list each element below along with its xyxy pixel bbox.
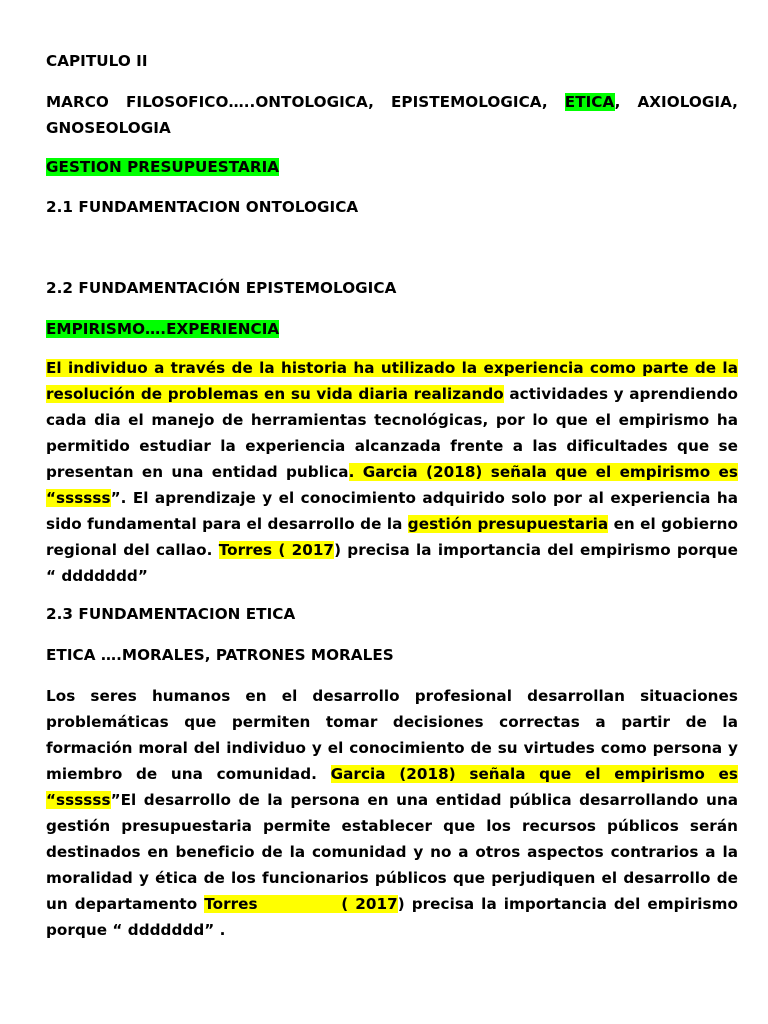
paragraph-epistemologica	[46, 355, 738, 589]
para1-highlight-4: Torres ( 2017	[218, 541, 335, 559]
section-2-2-heading: 2.2 FUNDAMENTACIÓN EPISTEMOLOGICA	[46, 279, 397, 297]
gestion-highlight: GESTION PRESUPUESTARIA	[46, 158, 280, 176]
marco-text-part1: MARCO FILOSOFICO…..ONTOLOGICA, EPISTEMOLOGICA,	[46, 93, 565, 111]
para1-highlight-3: gestión presupuestaria	[407, 515, 609, 533]
marco-filosofico-line	[46, 89, 738, 141]
marco-text-part2: , AXIOLOGIA, GNOSEOLOGIA	[46, 93, 738, 137]
empirismo-heading	[46, 320, 279, 338]
para1-highlight-1: El individuo a través de la historia ha utilizado la experiencia como parte de la resolución de problemas en su vida diaria realizando	[46, 359, 738, 403]
para2-highlight-1: Garcia (2018) señala que el empirismo es “ssssss	[46, 765, 738, 809]
para1-text-2: ”. El aprendizaje y el conocimiento adquirido solo por al experiencia ha sido fundamental para el desarrollo de la	[46, 489, 738, 533]
para1-text-1: actividades y aprendiendo cada dia el manejo de herramientas tecnológicas, por lo que el empirismo ha permitido estudiar la experiencia alcanzada frente a las dificultades que se presentan en una entidad publica	[46, 385, 738, 481]
para2-highlight-2: Torres ( 2017	[204, 895, 398, 913]
para1-highlight-2: . Garcia (2018) señala que el empirismo es “ssssss	[46, 463, 738, 507]
gestion-heading	[46, 158, 279, 176]
para1-text-4: ) precisa la importancia del empirismo porque “ ddddddd”	[46, 541, 738, 585]
para1-text-3: en el gobierno regional del callao.	[46, 515, 738, 559]
section-2-1-heading: 2.1 FUNDAMENTACION ONTOLOGICA	[46, 198, 359, 216]
para2-text-3: ) precisa la importancia del empirismo porque “ ddddddd” .	[46, 895, 738, 939]
paragraph-etica	[46, 683, 738, 943]
section-2-3-heading: 2.3 FUNDAMENTACION ETICA	[46, 605, 296, 623]
empirismo-highlight: EMPIRISMO….EXPERIENCIA	[46, 320, 280, 338]
para2-text-2: ”El desarrollo de la persona en una entidad pública desarrollando una gestión presupuestaria permite establecer que los recursos públicos serán destinados en beneficio de la comunidad y no a otros aspectos contrarios a la moralidad y ética de los funcionarios públicos que perjudiquen el desarrollo de un departamento	[46, 791, 738, 913]
etica-heading: ETICA ….MORALES, PATRONES MORALES	[46, 646, 394, 664]
etica-highlight: ETICA	[564, 93, 615, 111]
para2-text-1: Los seres humanos en el desarrollo profesional desarrollan situaciones problemáticas que permiten tomar decisiones correctas a partir de la formación moral del individuo y el conocimiento de su virtudes como persona y miembro de una comunidad.	[46, 687, 738, 783]
chapter-title: CAPITULO II	[46, 52, 148, 70]
